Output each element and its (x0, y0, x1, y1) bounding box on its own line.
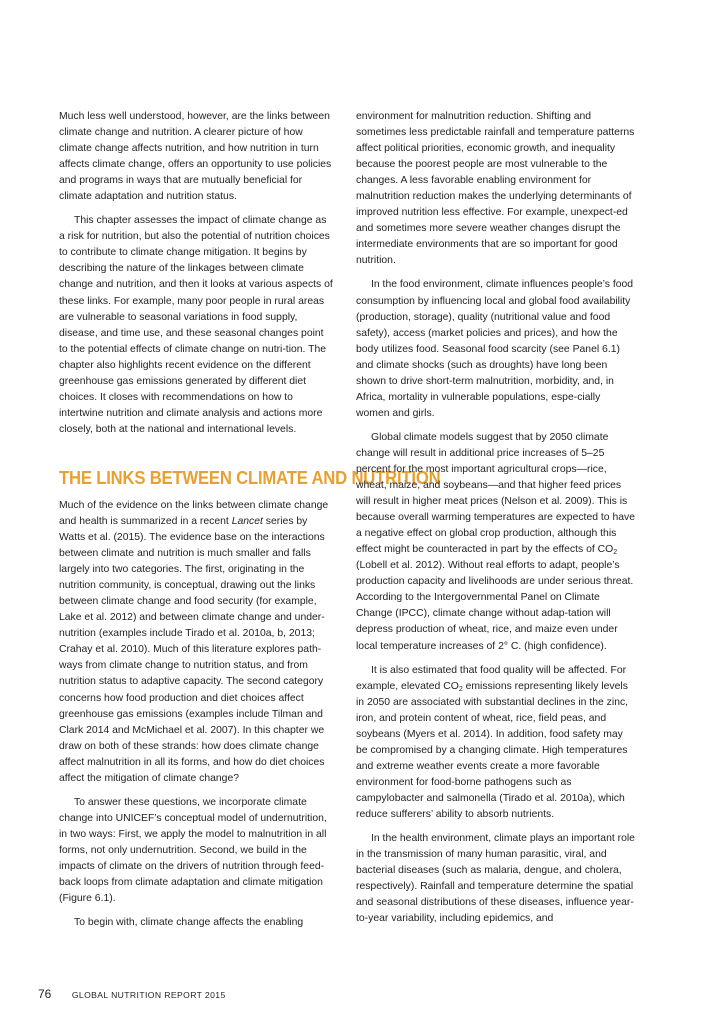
paragraph: In the food environment, climate influences people’s food consumption by influencing local and global food availability (production, storage), quality (nutritional value and food safety), access (market policies and prices), and how the body utilizes food. Seasonal food scarcity (see Panel 6.1) and climate shocks (such as droughts) have long been shown to drive short-term malnutrition, morbidity, and, in Africa, mortality in vulnerable populations, espe-cially women and girls. (356, 279, 634, 419)
subscript: 2 (458, 685, 463, 693)
paragraph (59, 498, 335, 787)
page-number: 76 (38, 987, 52, 1001)
paragraph-text: series by Watts et al. (2015). The evidence base on the interactions between climate and nutrition is much smaller and falls largely into two categories. The first, originating in the nutrition community, is conceptual, drawing out the links between climate change and food security (for example, Lake et al. 2012) and between climate change and under-nutrition (examples include Tirado et al. 2010a, b, 2013; Crahay et al. 2010). Much of this literature explores path-ways from climate change to nutrition status, and from nutrition status to adaptive capacity. The second category concerns how food production and diet choices affect greenhouse gas emissions (examples include Tilman and Clark 2014 and McMichael et al. 2007). In this chapter we draw on both of these strands: how does climate change affect malnutrition in all its forms, and how do diet choices affect the mitigation of climate change? (59, 515, 325, 784)
paragraph (356, 663, 635, 823)
paragraph: This chapter assesses the impact of climate change as a risk for nutrition, but also the potential of nutrition choices to contribute to climate change mitigation. It begins by describing the nature of the linkages between climate change and nutrition, and then it looks at various aspects of these links. For example, many poor people in rural areas are vulnerable to seasonal variations in food supply, disease, and time use, and these seasonal changes point to the potential effects of climate change on nutri-tion. The chapter also highlights recent evidence on the different greenhouse gas emissions generated by different diet choices. It closes with recommendations on how to intertwine nutrition and climate analysis and actions more closely, both at the national and international levels. (59, 215, 333, 435)
paragraph (356, 430, 635, 655)
paragraph-text: Global climate models suggest that by 2050 climate change will result in additional price increases of 5–25 percent for the most important agricultural crops—rice, wheat, maize, and soybeans—and that higher feed prices will result in higher meat prices (Nelson et al. 2009). This is because overall warming temperatures are expected to have a negative effect on global crop production, although this effect might be counteracted in part by the effects of CO (356, 431, 635, 556)
paragraph-text: (Lobell et al. 2012). Without real efforts to adapt, people’s production capacity and livelihoods are under serious threat. According to the Intergovernmental Panel on Climate Change (IPCC), climate change without adap-tation will depress production of wheat, rice, and maize even under local temperature increases of 2° C. (high confidence). (356, 560, 634, 652)
paragraph: To answer these questions, we incorporate climate change into UNICEF’s conceptual model of undernutrition, in two ways: First, we apply the model to malnutrition in all forms, not only undernutrition. Second, we build in the impacts of climate on the drivers of nutrition through feed-back loops from climate adaptation and climate mitigation (Figure 6.1). (59, 796, 327, 905)
paragraph: environment for malnutrition reduction. Shifting and sometimes less predictable rainfall and temperature patterns affect political priorities, economic growth, and inequality because the poorest people are most vulnerable to the changes. A less favorable enabling environment for malnutrition reduction makes the underlying determinants of improved nutrition less effective. For example, unexpect-ed and sometimes more severe weather changes disrupt the intermediate environments that are so important for good nutrition. (356, 111, 635, 267)
paragraph-text: Much of the evidence on the links between climate change and health is summarized in a recent (59, 499, 329, 527)
paragraph: To begin with, climate change affects the enabling (74, 917, 304, 929)
page-footer (38, 985, 226, 1003)
subscript: 2 (613, 549, 618, 557)
running-head: GLOBAL NUTRITION REPORT 2015 (71, 990, 226, 1000)
paragraph: In the health environment, climate plays an important role in the transmission of many human parasitic, viral, and bacterial diseases (such as malaria, dengue, and cholera, respectively). Rainfall and temperature determine the spatial and seasonal distributions of these diseases, influence year-to-year variability, including epidemics, and (356, 833, 635, 925)
right-column (356, 109, 635, 927)
paragraph: Much less well understood, however, are the links between climate change and nutrition. A clearer picture of how climate change affects nutrition, and how nutrition in turn affects climate change, offers an opportunity to use policies and programs in ways that are mutually beneficial for climate adaptation and nutrition status. (59, 111, 332, 203)
section-heading: THE LINKS BETWEEN CLIMATE AND NUTRITION (59, 466, 441, 488)
paragraph-text: It is also estimated that food quality will be affected. For example, elevated CO (356, 664, 627, 692)
left-column (59, 109, 441, 931)
journal-title: Lancet (231, 515, 263, 527)
paragraph-text: emissions representing likely levels in 2050 are associated with substantial declines in the zinc, iron, and protein content of wheat, rice, field peas, and soybeans (Myers et al. 2014). In addition, food safety may be compromised by a changing climate. High temperatures and extreme weather events create a more favorable environment for food-borne pathogens such as campylobacter and salmonella (Tirado et al. 2010a), which reduce sufferers’ ability to absorb nutrients. (356, 680, 629, 820)
